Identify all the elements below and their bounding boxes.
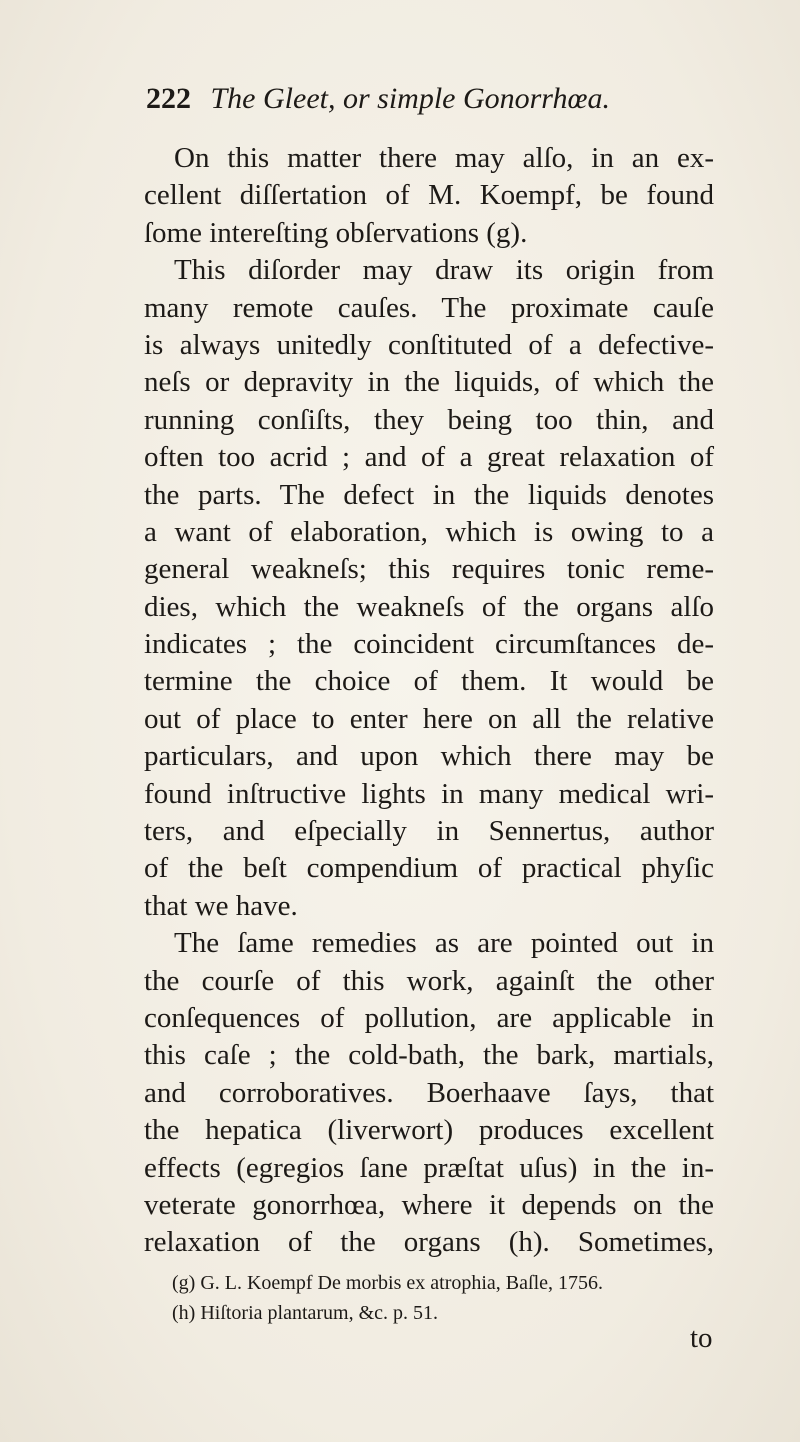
text-line: The ſame remedies as are pointed out in bbox=[174, 927, 714, 960]
text-line: particulars, and upon which there may be bbox=[144, 740, 714, 773]
page-number: 222 bbox=[146, 82, 191, 115]
text-line: that we have. bbox=[144, 889, 298, 922]
text-line: ters, and eſpecially in Sennertus, author bbox=[144, 815, 714, 848]
text-line: general weakneſs; this requires tonic reme- bbox=[144, 553, 714, 586]
text-line: the parts. The defect in the liquids denotes bbox=[144, 478, 714, 511]
text-line: veterate gonorrhœa, where it depends on the bbox=[144, 1188, 714, 1221]
footnote-h: (h) Hiſtoria plantarum, &c. p. 51. bbox=[172, 1302, 439, 1324]
text-line: and corroboratives. Boerhaave ſays, that bbox=[144, 1076, 714, 1109]
text-line: effects (egregios ſane præſtat uſus) in the in- bbox=[144, 1151, 714, 1184]
text-line: relaxation of the organs (h). Sometimes, bbox=[144, 1226, 714, 1259]
text-line: conſequences of pollution, are applicable in bbox=[144, 1001, 714, 1034]
text-line: dies, which the weakneſs of the organs alſo bbox=[144, 590, 714, 623]
text-line: of the beſt compendium of practical phyſic bbox=[144, 852, 714, 885]
footnotes bbox=[172, 1268, 712, 1328]
text-line: often too acrid ; and of a great relaxation of bbox=[144, 441, 714, 474]
text-line: neſs or depravity in the liquids, of which the bbox=[144, 366, 714, 399]
footnote-g: (g) G. L. Koempf De morbis ex atrophia, Baſle, 1756. bbox=[172, 1272, 604, 1294]
body-text bbox=[144, 140, 714, 1262]
text-line: found inſtructive lights in many medical wri- bbox=[144, 777, 714, 810]
page-header bbox=[146, 82, 706, 122]
text-line: This diſorder may draw its origin from bbox=[174, 254, 714, 287]
text-line: termine the choice of them. It would be bbox=[144, 665, 714, 698]
text-line: the hepatica (liverwort) produces excellent bbox=[144, 1114, 714, 1147]
text-line: many remote cauſes. The proximate cauſe bbox=[144, 291, 714, 324]
text-line: On this matter there may alſo, in an ex- bbox=[174, 142, 714, 174]
text-line: is always unitedly conſtituted of a defective- bbox=[144, 328, 714, 361]
text-line: this caſe ; the cold-bath, the bark, martials, bbox=[144, 1039, 714, 1072]
text-line: out of place to enter here on all the relative bbox=[144, 702, 714, 735]
text-line: running conſiſts, they being too thin, and bbox=[144, 403, 714, 436]
text-line: a want of elaboration, which is owing to a bbox=[144, 515, 714, 548]
text-line: the courſe of this work, againſt the other bbox=[144, 964, 714, 997]
text-line: cellent diſſertation of M. Koempf, be found bbox=[144, 179, 714, 212]
running-title: The Gleet, or simple Gonorrhœa. bbox=[210, 82, 610, 115]
catchword: to bbox=[690, 1322, 713, 1354]
text-line: indicates ; the coincident circumſtances de- bbox=[144, 628, 714, 661]
text-line: ſome intereſting obſervations (g). bbox=[144, 216, 528, 249]
